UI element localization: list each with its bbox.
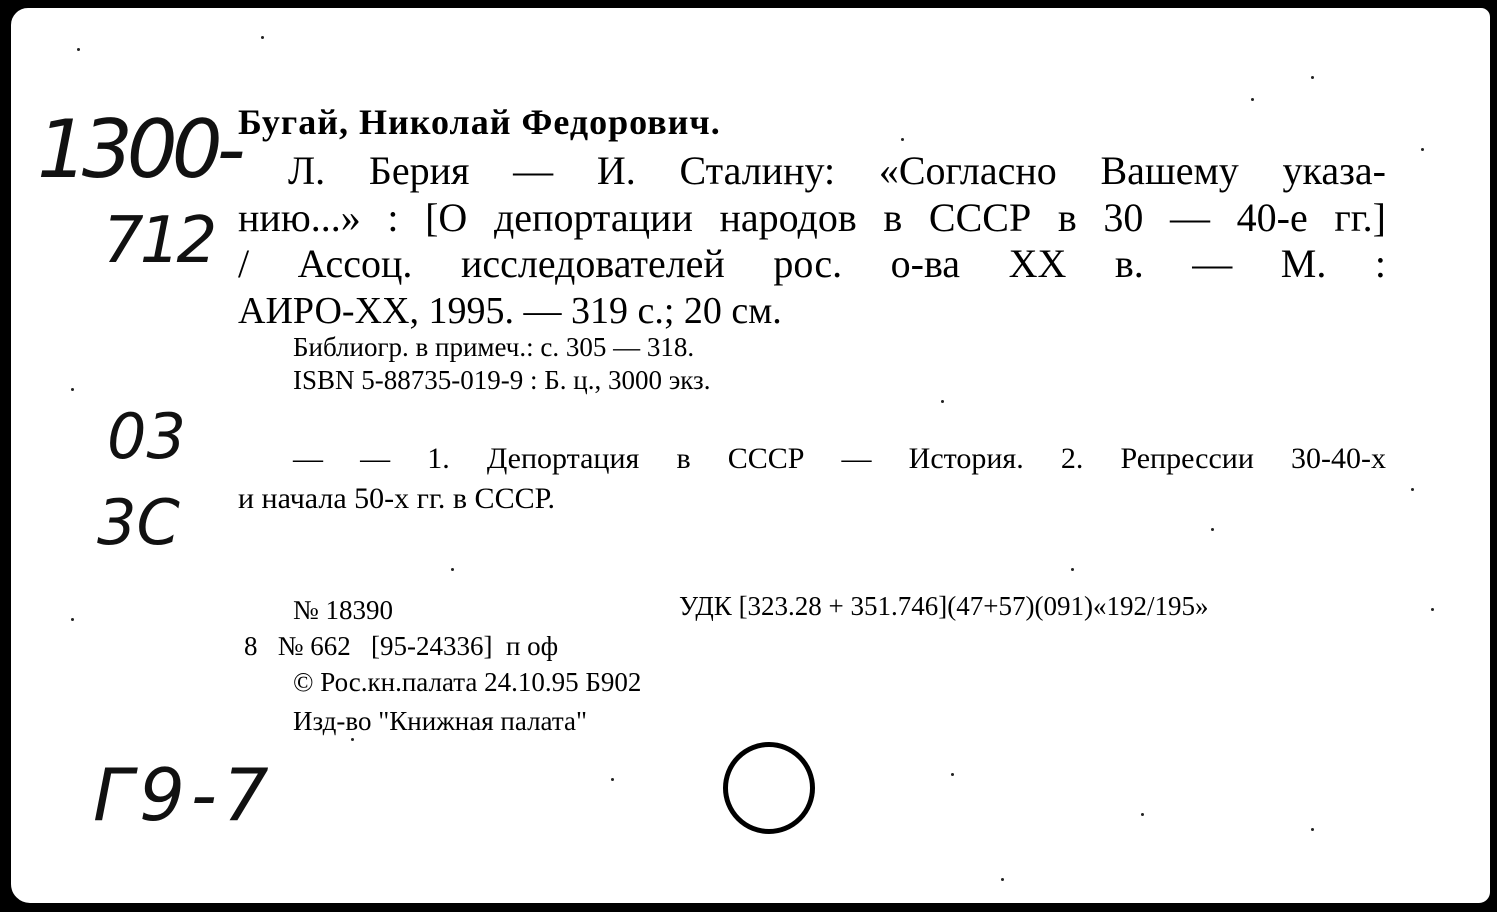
catalog-card — [6, 3, 1495, 908]
udc-classification: УДК [323.28 + 351.746](47+57)(091)«192/195» — [679, 591, 1209, 621]
filing-hole — [723, 742, 815, 834]
subject-headings-line-2: и начала 50-х гг. в СССР. — [238, 482, 556, 515]
handwritten-call-number-bottom: 712 — [103, 204, 214, 278]
copyright-line: © Рос.кн.палата 24.10.95 Б902 — [293, 667, 642, 697]
author-heading: Бугай, Николай Федорович. — [238, 102, 721, 142]
publisher-line: Изд-во "Книжная палата" — [293, 706, 587, 736]
record-number: № 18390 — [293, 595, 394, 625]
title-line-3: / Ассоц. исследователей рос. о-ва XX в. — М. : — [238, 241, 1386, 286]
isbn-note: ISBN 5-88735-019-9 : Б. ц., 3000 экз. — [293, 365, 711, 395]
title-line-2: нию...» : [О депортации народов в СССР в 30 — 40-е гг.] — [238, 195, 1386, 240]
subject-headings-line-1: — — 1. Депортация в СССР — История. 2. Репрессии 30-40-х — [293, 442, 1386, 475]
handwritten-call-number-top: 1300- — [37, 103, 240, 196]
handwritten-code-1: 03 — [107, 400, 186, 473]
handwritten-code-2: 3С — [97, 486, 180, 559]
title-line-1: Л. Берия — И. Сталину: «Согласно Вашему указа- — [288, 148, 1386, 193]
print-line: 8 № 662 [95-24336] п оф — [244, 631, 559, 661]
bibliography-note: Библиогр. в примеч.: с. 305 — 318. — [293, 332, 695, 362]
handwritten-shelf-mark: Г9-7 — [93, 753, 275, 837]
title-line-4: АИРО-XX, 1995. — 319 с.; 20 см. — [238, 290, 782, 332]
